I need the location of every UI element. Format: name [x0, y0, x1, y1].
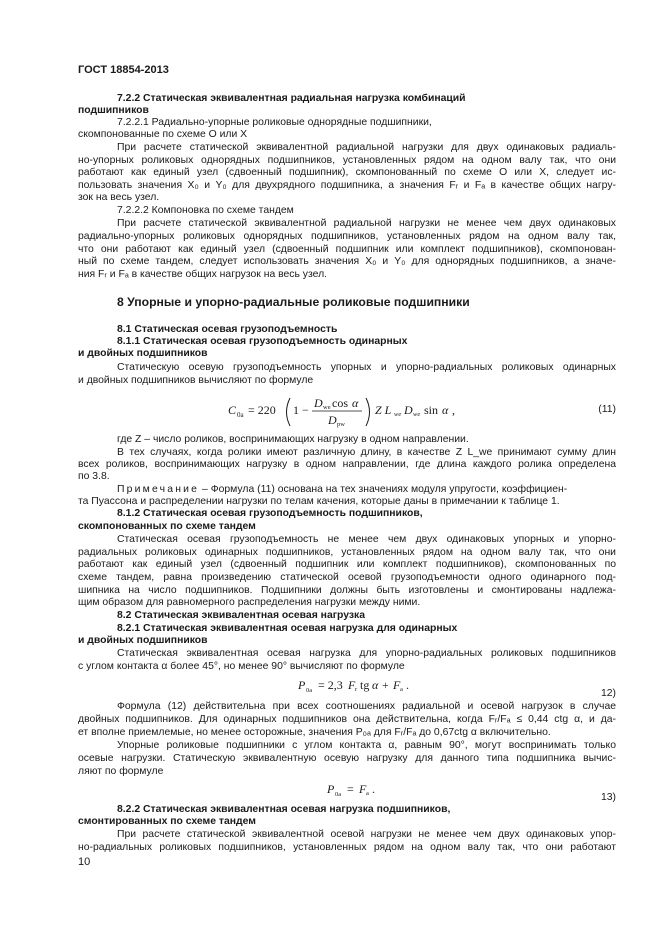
- formula-13-number: 13): [600, 792, 616, 803]
- svg-text:we: we: [413, 411, 421, 418]
- svg-text:0a: 0a: [237, 411, 244, 419]
- svg-text:we: we: [323, 404, 331, 411]
- svg-text:F: F: [348, 678, 356, 692]
- paragraph-line: пользовать значения X₀ и Y₀ для двухрядного подшипника, а значения Fᵣ и Fₐ в качестве общих нагру-: [78, 180, 616, 191]
- subheading-7-2-2-1: 7.2.2.1 Радиально-упорные роликовые однорядные подшипники,: [117, 117, 432, 128]
- paragraph-line: ный по схеме тандем, следует использовать значения X₀ и Y₀ для однорядных подшипников, а значе-: [78, 256, 616, 267]
- svg-text:1 −: 1 −: [293, 403, 309, 417]
- svg-text:we: we: [394, 411, 402, 418]
- heading-8-2-2-cont: смонтированных по схеме тандем: [78, 816, 256, 827]
- formula-13: [327, 780, 407, 798]
- heading-8-2-2: 8.2.2 Статическая эквивалентная осевая нагрузка подшипников,: [117, 804, 451, 815]
- svg-text:r: r: [355, 686, 358, 693]
- svg-text:D: D: [404, 403, 413, 417]
- svg-text:F: F: [359, 782, 367, 796]
- paragraph-line: с углом контакта α более 45°, но менее 90° вычисляют по формуле: [78, 661, 405, 672]
- svg-text:= 220: = 220: [248, 403, 276, 417]
- formula-12: [298, 676, 448, 694]
- paragraph-line: что они работают как единый узел (сдвоенный подшипник или комплект подшипников), скомпонован-: [78, 244, 616, 255]
- paragraph-line: Статическую осевую грузоподъемность упорных и упорно-радиальных роликовых одинарных: [117, 362, 616, 373]
- paragraph-line: При расчете статической эквивалентной осевой нагрузки не менее чем двух одинаковых упор-: [117, 829, 616, 840]
- paragraph-line: ния Fᵣ и Fₐ в качестве общих нагрузок на весь узел.: [78, 269, 328, 280]
- svg-text:sin: sin: [424, 403, 439, 417]
- svg-text:cos: cos: [332, 396, 348, 410]
- paragraph-line: работают как единый узел (сдвоенный подшипник или комплект подшипников), скомпонованных по: [78, 559, 616, 570]
- paragraph-line: радиально-упорных роликовых однорядных подшипников, установленных рядом на одном валу так,: [78, 231, 616, 242]
- heading-8-1-2-cont: скомпонованных по схеме тандем: [78, 521, 256, 532]
- svg-text:.: .: [372, 782, 375, 796]
- paragraph-line: шипника на число подшипников. Подшипники должны быть изготовлены и смонтированы надлежа-: [78, 585, 616, 596]
- paragraph-line: В тех случаях, когда ролики имеют различную длину, в качестве Z L_we принимают сумму длин: [117, 447, 616, 458]
- paragraph-line: по 3.8.: [78, 471, 110, 482]
- heading-8-1-1: 8.1.1 Статическая осевая грузоподъемность одинарных: [117, 336, 408, 347]
- svg-text:pw: pw: [337, 421, 345, 428]
- paragraph-line: осевые нагрузки. Статическую эквивалентную осевую нагрузку для данного типа подшипника вычис-: [78, 753, 616, 764]
- paragraph-line: При расчете статической эквивалентной радиальной нагрузки не менее чем двух одинаковых: [117, 218, 616, 229]
- paragraph-line: Формула (12) действительна при всех соотношениях радиальной и осевой нагрузок в случае: [117, 701, 616, 712]
- heading-7-2-2: 7.2.2 Статическая эквивалентная радиальная нагрузка комбинаций: [117, 93, 466, 104]
- formula-12-number: 12): [600, 688, 616, 699]
- paragraph-line: щим образом для равномерного распределения нагрузки между ними.: [78, 597, 421, 608]
- note-line: [117, 484, 616, 496]
- paragraph-line: работают как единый узел (сдвоенный подшипник), скомпонованный по схеме О или Х, следует ис-: [78, 167, 616, 178]
- paragraph-line: и двойных подшипников вычисляют по формуле: [78, 375, 314, 386]
- heading-8-2: 8.2 Статическая эквивалентная осевая нагрузка: [117, 610, 366, 621]
- paragraph-line: но-упорных роликовых однорядных подшипников, установленных рядом на одном валу так, что они: [78, 155, 616, 166]
- paragraph-line: где Z – число роликов, воспринимающих нагрузку в одном направлении.: [117, 434, 469, 445]
- subheading-7-2-2-1-cont: скомпонованные по схеме О или Х: [78, 129, 248, 140]
- svg-text:F: F: [393, 678, 401, 692]
- formula-11-number: (11): [598, 404, 616, 415]
- paragraph-line: Упорные роликовые подшипники с углом контакта α, равным 90°, могут воспринимать только: [117, 740, 616, 751]
- document-header: ГОСТ 18854-2013: [78, 64, 169, 76]
- svg-text:.: .: [406, 678, 409, 692]
- paragraph-line: Статическая осевая грузоподъемность не менее чем двух одинаковых упорных и упорно-: [117, 534, 616, 545]
- paragraph-line: радиальных роликовых одинарных подшипников, установленных рядом на одном валу так, что они: [78, 547, 616, 558]
- paragraph-line: При расчете статической эквивалентной радиальной нагрузки для двух одинаковых радиаль-: [117, 142, 616, 153]
- svg-text:a: a: [400, 686, 403, 693]
- svg-text:a: a: [366, 790, 369, 797]
- heading-8-1: 8.1 Статическая осевая грузоподъемность: [117, 324, 338, 335]
- heading-8-2-1-cont: и двойных подшипников: [78, 635, 208, 646]
- note-label: Примечание: [117, 484, 200, 495]
- paragraph-line: схеме тандем, равна произведению статической осевой грузоподъемности одного одинарного под-: [78, 572, 616, 583]
- svg-text:0a: 0a: [306, 687, 313, 694]
- svg-text:= 2,3: = 2,3: [318, 678, 343, 692]
- paragraph-line: ляют по формуле: [78, 766, 164, 777]
- paragraph-line: двойных подшипников. Для одинарных подшипников она действительна, когда Fᵣ/Fₐ ≤ 0,44 ctg α, и да-: [78, 714, 616, 725]
- formula-11: [228, 394, 558, 430]
- paragraph-line: Статическая эквивалентная осевая нагрузка для упорно-радиальных роликовых подшипников: [117, 648, 616, 659]
- svg-text:α: α: [352, 396, 359, 410]
- svg-text:P: P: [298, 678, 306, 692]
- svg-text:D: D: [314, 396, 323, 410]
- svg-text:Z L: Z L: [375, 403, 392, 417]
- paragraph-line: всех роликов, воспринимающих нагрузку в одном направлении, где длина каждого ролика определена: [78, 459, 616, 470]
- heading-8-2-1: 8.2.1 Статическая эквивалентная осевая нагрузка для одинарных: [117, 623, 458, 634]
- svg-text:tg: tg: [360, 678, 370, 692]
- svg-text:=: =: [347, 782, 354, 796]
- svg-text:α: α: [372, 678, 379, 692]
- heading-8-1-2: 8.1.2 Статическая осевая грузоподъемность подшипников,: [117, 508, 423, 519]
- page-number: 10: [78, 856, 91, 868]
- heading-8-1-1-cont: и двойных подшипников: [78, 348, 208, 359]
- note-line: та Пуассона и распределении нагрузки по телам качения, которые даны в примечании к таблице 1.: [78, 496, 560, 507]
- svg-text:D: D: [328, 413, 337, 427]
- svg-text:,: ,: [452, 403, 455, 417]
- subheading-7-2-2-2: 7.2.2.2 Компоновка по схеме тандем: [117, 205, 294, 216]
- paragraph-line: но-радиальных роликовых подшипников, установленных рядом на одном валу так, что они работают: [78, 842, 616, 853]
- heading-7-2-2-cont: подшипников: [78, 105, 149, 116]
- paragraph-line: зок на весь узел.: [78, 192, 160, 203]
- svg-text:α: α: [442, 403, 449, 417]
- note-text: – Формула (11) основана на тех значениях модуля упругости, коэффициен-: [199, 484, 568, 495]
- svg-text:0a: 0a: [335, 791, 342, 798]
- svg-text:C: C: [228, 403, 237, 417]
- paragraph-line: ет вполне приемлемые, но менее осторожные, значения P₀ₐ для Fᵣ/Fₐ до 0,67ctg α включительно.: [78, 727, 551, 738]
- svg-text:P: P: [327, 782, 335, 796]
- section-8-heading: 8 Упорные и упорно-радиальные роликовые подшипники: [117, 295, 470, 309]
- svg-text:+: +: [382, 678, 389, 692]
